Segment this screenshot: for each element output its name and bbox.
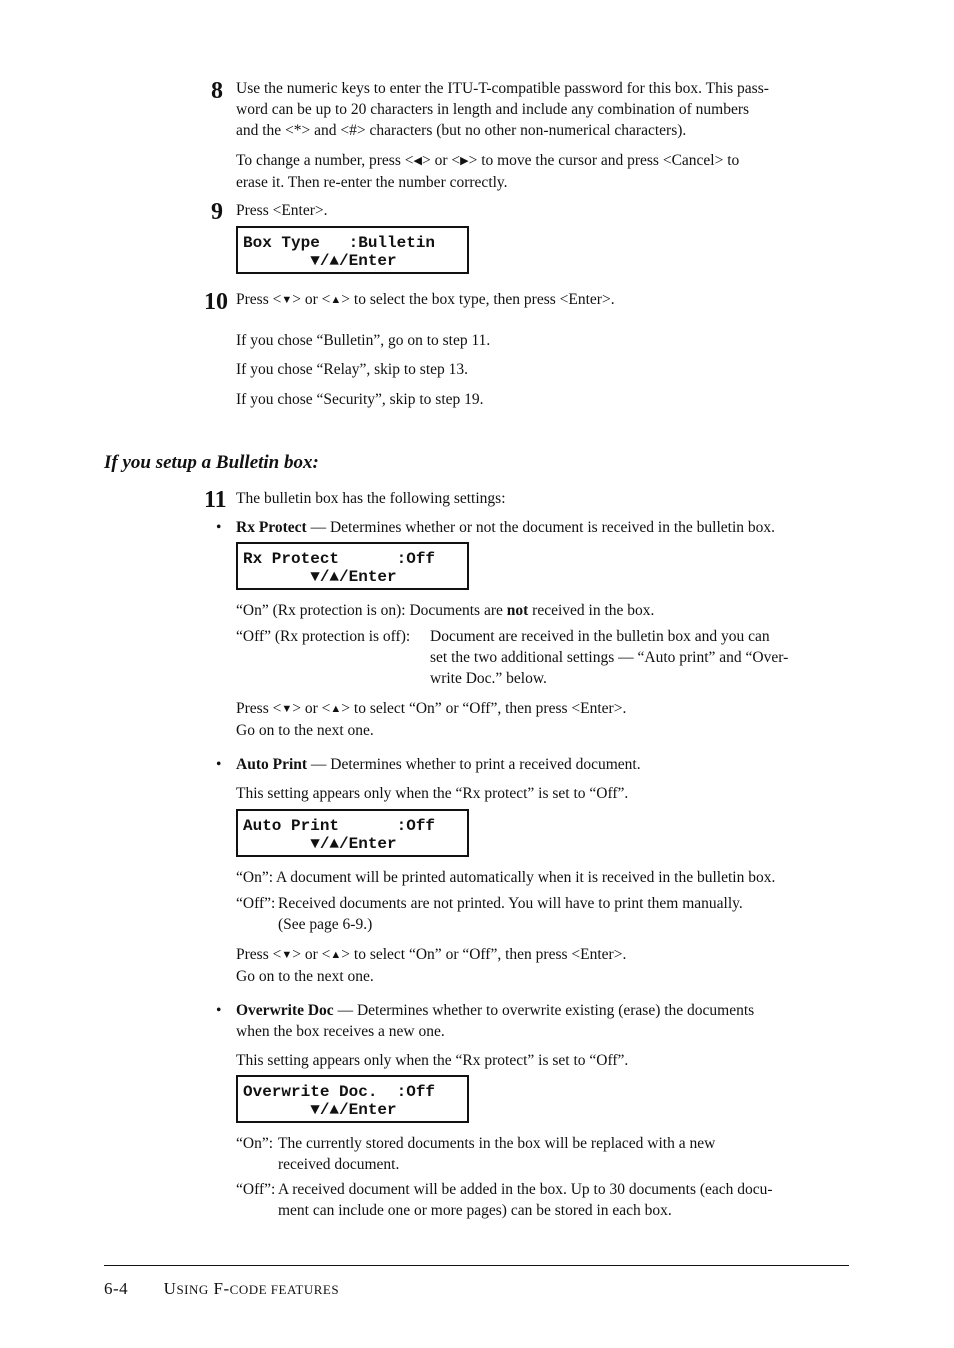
text-span: SING [176,1282,209,1297]
option-line: If you chose “Security”, skip to step 19. [236,391,484,408]
auto-print-condition: This setting appears only when the “Rx protect” is set to “Off”. [236,785,629,802]
step-11-text: The bulletin box has the following settings: [236,490,506,507]
option-line: If you chose “Relay”, skip to step 13. [236,361,469,378]
text-line: and the <*> and <#> characters (but no other non-numerical characters). [236,122,687,139]
auto-on-text: “On”: A document will be printed automatically when it is received in the bulletin box. [236,869,776,886]
text-span: Press < [236,946,282,963]
text-span: — Determines whether to overwrite existing (erase) the documents [333,1002,755,1019]
lcd-line: Overwrite Doc. :Off [243,1083,436,1101]
lcd-line: Auto Print :Off [243,817,436,835]
lcd-line: ▼/▲/Enter [243,1101,397,1119]
text-span: > or < [292,291,331,308]
auto-off-text [278,893,743,935]
text-span: Press < [236,700,282,717]
lcd-display [236,809,469,857]
text-span: CODE FEATURES [229,1282,340,1297]
setting-label: Rx Protect [236,519,307,536]
text-span: not [506,602,529,619]
text-line: when the box receives a new one. [236,1023,445,1040]
text-span: To change a number, press < [236,152,414,169]
lcd-line: ▼/▲/Enter [243,835,397,853]
bullet: • [216,756,222,773]
text-span: Press < [236,291,282,308]
text-line [236,944,626,966]
page-number: 6-4 [104,1279,129,1298]
lcd-line: Box Type :Bulletin [243,234,436,252]
text-span: > to select “On” or “Off”, then press <Enter>. [341,700,627,717]
overwrite-off-label: “Off”: [236,1181,276,1198]
text-line: ment can include one or more pages) can be stored in each box. [278,1202,672,1219]
step-9-text: Press <Enter>. [236,202,328,219]
text-span: — Determines whether or not the document is received in the bulletin box. [306,519,776,536]
auto-press-text [236,944,626,987]
text-line: write Doc.” below. [430,670,547,687]
rx-press-text [236,698,626,741]
lcd-line: ▼/▲/Enter [243,568,397,586]
step-number: 9 [211,199,223,225]
text-span: — Determines whether to print a received document. [307,756,641,773]
step-8-note [236,150,739,193]
text-line: A received document will be added in the box. Up to 30 documents (each docu- [278,1181,773,1198]
step-number: 8 [211,78,223,104]
text-span: received in the box. [528,602,655,619]
lcd-display [236,1075,469,1123]
text-span: U [163,1279,177,1298]
text-span: > to select the box type, then press <Enter>. [341,291,615,308]
step-10-text [236,289,615,311]
lcd-display [236,542,469,590]
step-8-text [236,78,769,141]
step-number: 11 [204,487,227,513]
text-line [236,150,739,172]
auto-off-label: “Off”: [236,895,276,912]
lcd-display [236,226,469,274]
overwrite-condition: This setting appears only when the “Rx protect” is set to “Off”. [236,1052,629,1069]
setting-label: Overwrite Doc [236,1002,334,1019]
up-arrow-icon: ▲ [330,703,342,715]
bullet: • [216,1002,222,1019]
text-line: Received documents are not printed. You will have to print them manually. [278,895,743,912]
up-arrow-icon: ▲ [330,949,342,961]
text-span: F- [213,1279,230,1298]
rx-on-text [236,600,654,621]
down-arrow-icon: ▼ [281,703,293,715]
lcd-line: Rx Protect :Off [243,550,436,568]
text-line: word can be up to 20 characters in length and include any combination of numbers [236,101,750,118]
lcd-line: ▼/▲/Enter [243,252,397,270]
text-span: > or < [421,152,461,169]
text-span: > to select “On” or “Off”, then press <Enter>. [341,946,627,963]
down-arrow-icon: ▼ [281,294,293,306]
page-footer [104,1279,339,1299]
overwrite-desc [236,1000,754,1042]
rx-protect-desc [236,517,775,538]
option-line: If you chose “Bulletin”, go on to step 11. [236,332,491,349]
text-span: “On” (Rx protection is on): Documents are [236,602,507,619]
text-line: set the two additional settings — “Auto print” and “Over- [430,649,789,666]
text-line: Use the numeric keys to enter the ITU-T-compatible password for this box. This pass- [236,80,769,97]
text-span: > or < [292,700,331,717]
step-number: 10 [204,289,228,315]
text-line [236,698,626,720]
footer-title [164,1279,339,1298]
left-arrow-icon: ◀ [413,155,422,167]
down-arrow-icon: ▼ [281,949,293,961]
text-line [236,1000,754,1021]
rx-off-text [430,626,788,689]
up-arrow-icon: ▲ [330,294,342,306]
text-line: Go on to the next one. [236,968,374,985]
text-line: Document are received in the bulletin box and you can [430,628,770,645]
text-line: The currently stored documents in the box will be replaced with a new [278,1135,716,1152]
rx-off-label: “Off” (Rx protection is off): [236,628,411,645]
text-line: Go on to the next one. [236,722,374,739]
footer-rule [104,1265,849,1266]
setting-label: Auto Print [236,756,308,773]
overwrite-on-label: “On”: [236,1135,274,1152]
overwrite-off-text [278,1179,773,1221]
text-line: erase it. Then re-enter the number correctly. [236,174,508,191]
auto-print-desc [236,754,641,775]
text-line: (See page 6-9.) [278,916,373,933]
bullet: • [216,519,222,536]
text-line: received document. [278,1156,400,1173]
section-heading: If you setup a Bulletin box: [104,452,319,473]
right-arrow-icon: ▶ [460,155,469,167]
text-span: > or < [292,946,331,963]
text-span: > to move the cursor and press <Cancel> to [468,152,740,169]
overwrite-on-text [278,1133,715,1175]
